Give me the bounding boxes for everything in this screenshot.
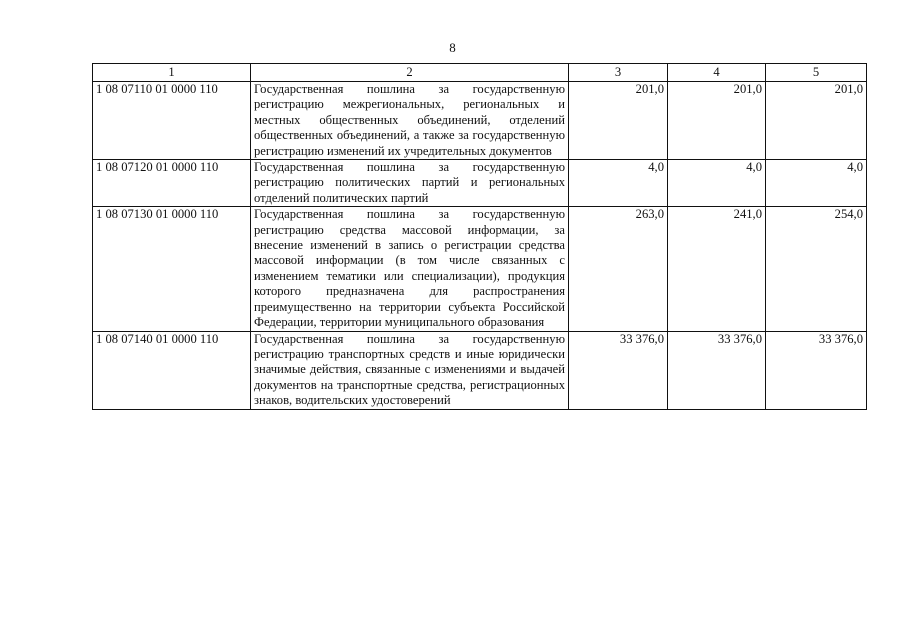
row-value-col4: 33 376,0 [668,331,766,409]
row-value-col3: 33 376,0 [569,331,668,409]
row-value-col4: 241,0 [668,207,766,331]
row-value-col4: 201,0 [668,82,766,160]
row-value-col3: 201,0 [569,82,668,160]
row-value-col5: 33 376,0 [766,331,867,409]
row-value-col5: 4,0 [766,160,867,207]
row-code: 1 08 07130 01 0000 110 [93,207,251,331]
table-row [93,207,867,331]
row-value-col5: 254,0 [766,207,867,331]
row-value-col3: 4,0 [569,160,668,207]
row-description: Государственная пошлина за государственную регистрацию межрегиональных, региональных и местных общественных объединений, отделений общественных объединений, а также за государственную регистрацию изменений их учредительных документов [251,82,569,160]
table-row [93,160,867,207]
table-row [93,331,867,409]
row-code: 1 08 07110 01 0000 110 [93,82,251,160]
row-code: 1 08 07140 01 0000 110 [93,331,251,409]
budget-table [92,63,867,410]
row-code: 1 08 07120 01 0000 110 [93,160,251,207]
row-value-col4: 4,0 [668,160,766,207]
header-row [93,64,867,82]
row-description: Государственная пошлина за государственную регистрацию средства массовой информации, за внесение изменений в запись о регистрации средства массовой информации (в том числе связанных с изменением тематики или специализации), продукция которого предназначена для распространения преимущественно на территории субъекта Российской Федерации, территории муниципального образования [251,207,569,331]
header-col-5: 5 [766,64,867,82]
header-col-2: 2 [251,64,569,82]
row-description: Государственная пошлина за государственную регистрацию политических партий и региональных отделений политических партий [251,160,569,207]
page-number: 8 [449,40,456,55]
header-col-1: 1 [93,64,251,82]
header-col-3: 3 [569,64,668,82]
table-row [93,82,867,160]
row-value-col3: 263,0 [569,207,668,331]
row-description: Государственная пошлина за государственную регистрацию транспортных средств и иные юридически значимые действия, связанные с изменениями и выдачей документов на транспортные средства, регистрационных знаков, водительских удостоверений [251,331,569,409]
row-value-col5: 201,0 [766,82,867,160]
header-col-4: 4 [668,64,766,82]
